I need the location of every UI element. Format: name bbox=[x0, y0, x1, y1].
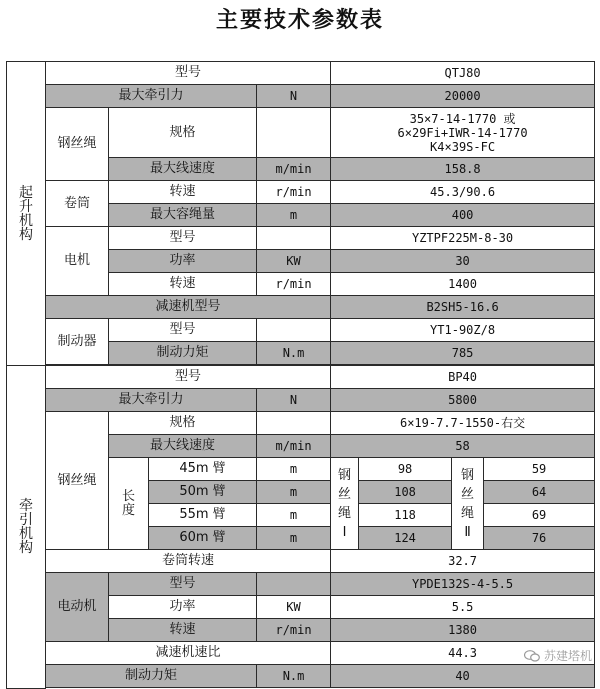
cell-value: YZTPF225M-8-30 bbox=[331, 227, 595, 250]
cell-unit: N bbox=[257, 389, 331, 412]
cell-unit: m bbox=[257, 458, 331, 481]
cell-unit: KW bbox=[257, 250, 331, 273]
section-hoist: 起 升 机 构 bbox=[7, 62, 46, 366]
cell-value: 58 bbox=[331, 435, 595, 458]
cell-value: 20000 bbox=[331, 85, 595, 108]
cell-unit: m/min bbox=[257, 158, 331, 181]
row-label: 规格 bbox=[109, 108, 257, 158]
cell-value: 1380 bbox=[331, 619, 595, 642]
table-row bbox=[7, 227, 595, 250]
cell-unit: N.m bbox=[257, 342, 331, 365]
cell-value: 44.3 bbox=[331, 642, 595, 665]
row-label: 卷筒 bbox=[46, 181, 109, 227]
row-label: 型号 bbox=[109, 227, 257, 250]
cell-value: 64 bbox=[484, 481, 595, 504]
table-row bbox=[7, 85, 595, 108]
wechat-icon bbox=[524, 650, 540, 662]
row-label: 最大牵引力 bbox=[46, 389, 257, 412]
cell-unit: KW bbox=[257, 596, 331, 619]
cell-unit: r/min bbox=[257, 619, 331, 642]
row-label: 型号 bbox=[109, 319, 257, 342]
row-label: 最大牵引力 bbox=[46, 85, 257, 108]
cell-value: 59 bbox=[484, 458, 595, 481]
cell-value: 118 bbox=[359, 504, 452, 527]
cell-value: B2SH5-16.6 bbox=[331, 296, 595, 319]
cell-unit: m/min bbox=[257, 435, 331, 458]
cell-value: BP40 bbox=[331, 366, 595, 389]
cell-unit: m bbox=[257, 204, 331, 227]
arm-label: 50m 臂 bbox=[149, 481, 257, 504]
row-label: 型号 bbox=[46, 366, 331, 389]
row-label: 电动机 bbox=[46, 573, 109, 642]
page-title: 主要技术参数表 bbox=[215, 8, 384, 33]
cell-value: 108 bbox=[359, 481, 452, 504]
row-label: 转速 bbox=[109, 273, 257, 296]
table-row bbox=[7, 181, 595, 204]
row-label: 规格 bbox=[109, 412, 257, 435]
row-label: 型号 bbox=[109, 573, 257, 596]
row-label: 功率 bbox=[109, 250, 257, 273]
table-row bbox=[7, 642, 595, 665]
arm-label: 60m 臂 bbox=[149, 527, 257, 550]
cell-value: 69 bbox=[484, 504, 595, 527]
rope2-label: 钢 丝 绳 Ⅱ bbox=[452, 458, 484, 550]
cell-value: 5.5 bbox=[331, 596, 595, 619]
row-label: 钢丝绳 bbox=[46, 108, 109, 181]
row-label: 制动力矩 bbox=[46, 665, 257, 688]
cell-value: 5800 bbox=[331, 389, 595, 412]
cell-value: 76 bbox=[484, 527, 595, 550]
cell-value: 45.3/90.6 bbox=[331, 181, 595, 204]
watermark bbox=[524, 647, 592, 664]
table-row bbox=[7, 550, 595, 573]
arm-label: 45m 臂 bbox=[149, 458, 257, 481]
cell-value: 124 bbox=[359, 527, 452, 550]
cell-value: 158.8 bbox=[331, 158, 595, 181]
rope1-label: 钢 丝 绳 Ⅰ bbox=[331, 458, 359, 550]
cell-unit: r/min bbox=[257, 181, 331, 204]
watermark-text: 苏建塔机 bbox=[543, 649, 592, 663]
row-label: 型号 bbox=[46, 62, 331, 85]
cell-value: 40 bbox=[331, 665, 595, 688]
row-label: 电机 bbox=[46, 227, 109, 296]
spec-table bbox=[6, 61, 595, 689]
cell-value: 35×7-14-1770 或 6×29Fi+IWR-14-1770 K4×39S-FC bbox=[331, 108, 595, 158]
table-row bbox=[7, 62, 595, 85]
row-label: 卷筒转速 bbox=[46, 550, 331, 573]
row-label: 转速 bbox=[109, 181, 257, 204]
table-row bbox=[7, 412, 595, 435]
section-trolley: 牵 引 机 构 bbox=[7, 366, 46, 689]
cell-unit: m bbox=[257, 527, 331, 550]
row-label: 制动器 bbox=[46, 319, 109, 365]
table-row bbox=[7, 319, 595, 342]
row-label: 减速机型号 bbox=[46, 296, 331, 319]
table-row bbox=[7, 665, 595, 688]
cell-value: 785 bbox=[331, 342, 595, 365]
cell-value: 30 bbox=[331, 250, 595, 273]
cell-unit: N.m bbox=[257, 665, 331, 688]
arm-label: 55m 臂 bbox=[149, 504, 257, 527]
cell-unit: m bbox=[257, 481, 331, 504]
cell-value: QTJ80 bbox=[331, 62, 595, 85]
cell-value: 1400 bbox=[331, 273, 595, 296]
row-label: 转速 bbox=[109, 619, 257, 642]
table-row bbox=[7, 108, 595, 158]
row-label: 减速机速比 bbox=[46, 642, 331, 665]
row-label: 最大线速度 bbox=[109, 435, 257, 458]
cell-unit: N bbox=[257, 85, 331, 108]
row-label: 钢丝绳 bbox=[46, 412, 109, 550]
cell-value: YT1-90Z/8 bbox=[331, 319, 595, 342]
row-label: 功率 bbox=[109, 596, 257, 619]
cell-unit: m bbox=[257, 504, 331, 527]
table-row bbox=[7, 389, 595, 412]
table-row bbox=[7, 366, 595, 389]
cell-value: 32.7 bbox=[331, 550, 595, 573]
table-row bbox=[7, 573, 595, 596]
table-row bbox=[7, 296, 595, 319]
row-label: 最大容绳量 bbox=[109, 204, 257, 227]
row-label: 制动力矩 bbox=[109, 342, 257, 365]
cell-value: 98 bbox=[359, 458, 452, 481]
length-label: 长 度 bbox=[109, 458, 149, 550]
cell-value: 400 bbox=[331, 204, 595, 227]
cell-value: 6×19-7.7-1550-右交 bbox=[331, 412, 595, 435]
cell-value: YPDE132S-4-5.5 bbox=[331, 573, 595, 596]
cell-unit: r/min bbox=[257, 273, 331, 296]
row-label: 最大线速度 bbox=[109, 158, 257, 181]
